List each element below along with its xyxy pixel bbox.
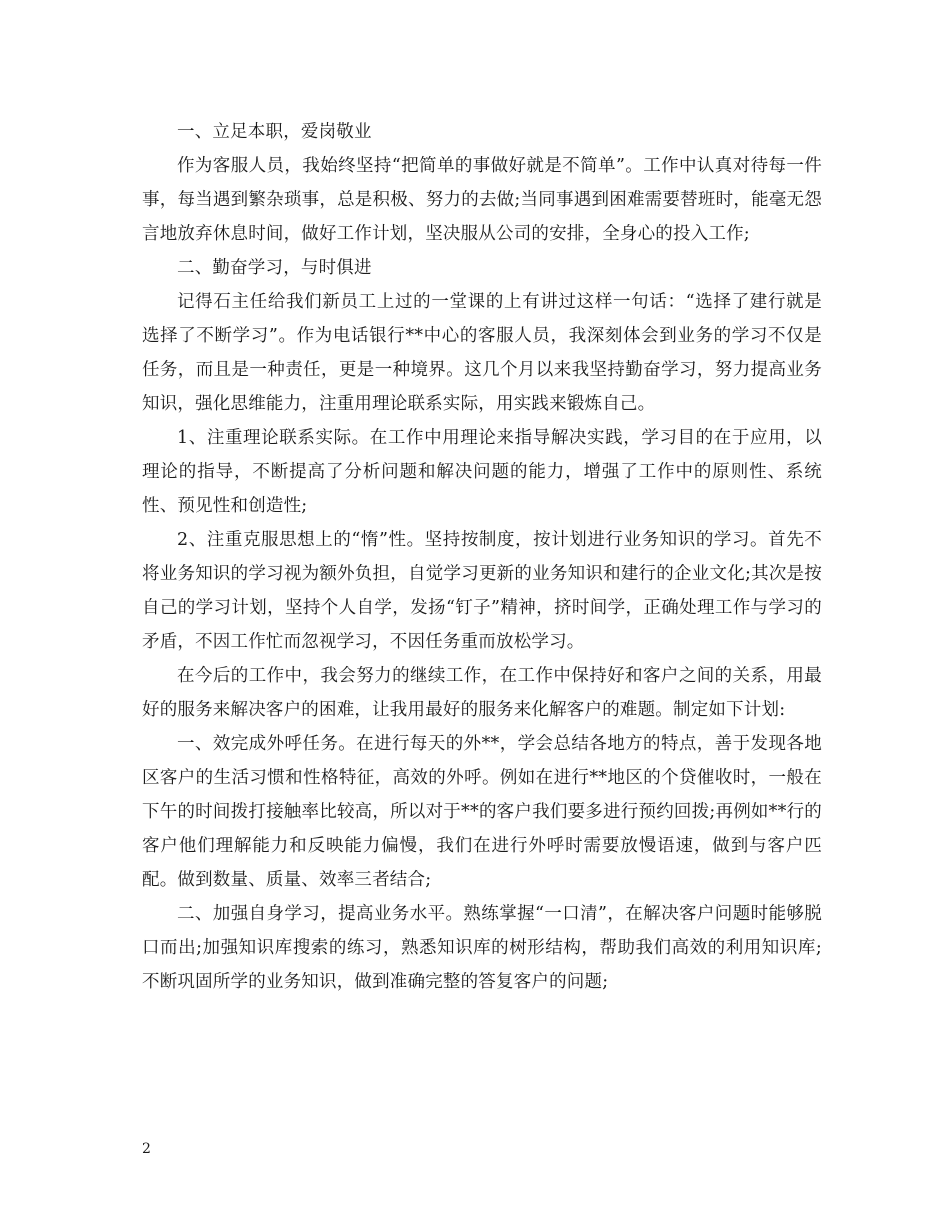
document-body xyxy=(142,115,822,999)
paragraph: 在今后的工作中，我会努力的继续工作，在工作中保持好和客户之间的关系，用最好的服务来解决客户的困难，让我用最好的服务来化解客户的难题。制定如下计划: xyxy=(142,666,822,720)
paragraph: 一、效完成外呼任务。在进行每天的外**，学会总结各地方的特点，善于发现各地区客户的生活习惯和性格特征，高效的外呼。例如在进行**地区的个贷催收时，一般在下午的时间拨打接触率比较高，所以对于**的客户我们要多进行预约回拨;再例如**行的客户他们理解能力和反映能力偏慢，我们在进行外呼时需要放慢语速，做到与客户匹配。做到数量、质量、效率三者结合; xyxy=(142,734,822,890)
paragraph: 2、注重克服思想上的“惰”性。坚持按制度，按计划进行业务知识的学习。首先不将业务知识的学习视为额外负担，自觉学习更新的业务知识和建行的企业文化;其次是按自己的学习计划，坚持个人自学，发扬“钉子”精神，挤时间学，正确处理工作与学习的矛盾，不因工作忙而忽视学习，不因任务重而放松学习。 xyxy=(142,530,822,652)
paragraph: 作为客服人员，我始终坚持“把简单的事做好就是不简单”。工作中认真对待每一件事，每当遇到繁杂琐事，总是积极、努力的去做;当同事遇到困难需要替班时，能毫无怨言地放弃休息时间，做好工作计划，坚决服从公司的安排，全身心的投入工作; xyxy=(142,156,822,244)
paragraph: 二、加强自身学习，提高业务水平。熟练掌握“一口清”，在解决客户问题时能够脱口而出;加强知识库搜索的练习，熟悉知识库的树形结构，帮助我们高效的利用知识库;不断巩固所学的业务知识，做到准确完整的答复客户的问题; xyxy=(142,904,822,992)
section-heading-1: 一、立足本职，爱岗敬业 xyxy=(177,122,372,142)
section-heading-2: 二、勤奋学习，与时俱进 xyxy=(177,258,372,278)
page-number: 2 xyxy=(142,1141,151,1157)
paragraph: 1、注重理论联系实际。在工作中用理论来指导解决实践，学习目的在于应用，以理论的指导，不断提高了分析问题和解决问题的能力，增强了工作中的原则性、系统性、预见性和创造性; xyxy=(142,428,822,516)
paragraph: 记得石主任给我们新员工上过的一堂课的上有讲过这样一句话：“选择了建行就是选择了不断学习”。作为电话银行**中心的客服人员，我深刻体会到业务的学习不仅是任务，而且是一种责任，更是一种境界。这几个月以来我坚持勤奋学习，努力提高业务知识，强化思维能力，注重用理论联系实际，用实践来锻炼自己。 xyxy=(142,292,822,414)
